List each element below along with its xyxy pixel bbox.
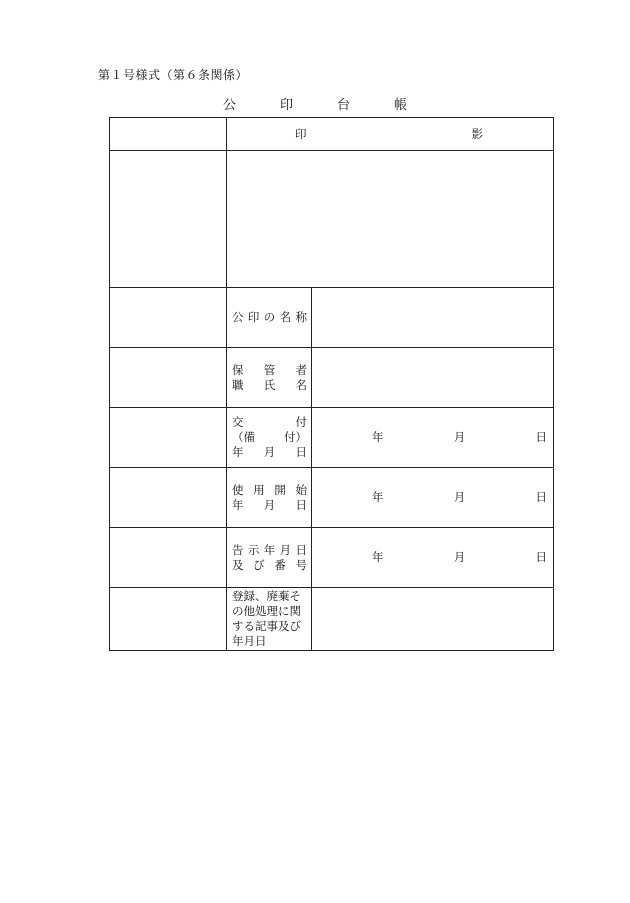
left-blank-cell (110, 348, 227, 408)
start-date-value[interactable] (312, 468, 554, 528)
month-unit: 月 (453, 550, 466, 564)
month-unit: 月 (453, 490, 466, 504)
issue-date-label: 交 付 （備 付） 年 月 日 (227, 408, 312, 468)
notice-value[interactable] (312, 528, 554, 588)
seal-name-value[interactable] (312, 288, 554, 348)
left-blank-cell (110, 528, 227, 588)
form-title (0, 94, 630, 113)
day-unit: 日 (535, 430, 547, 444)
left-blank-cell (110, 151, 227, 288)
title-char: 公 (222, 98, 236, 113)
blank-header-cell (110, 118, 227, 151)
left-blank-cell (110, 408, 227, 468)
custodian-label: 保 管 者 職 氏 名 (227, 348, 312, 408)
title-char: 帳 (394, 98, 408, 113)
left-blank-cell (110, 468, 227, 528)
notice-row (110, 528, 554, 588)
imprint-header-char: 影 (471, 126, 483, 141)
seal-name-label: 公 印 の 名 称 (227, 288, 312, 348)
year-unit: 年 (372, 550, 384, 564)
table-header-row (110, 118, 554, 151)
month-unit: 月 (453, 430, 466, 444)
imprint-header-cell (227, 118, 554, 151)
notice-label: 告 示 年 月 日 及 び 番 号 (227, 528, 312, 588)
year-unit: 年 (372, 430, 384, 444)
disposal-value[interactable] (312, 588, 554, 651)
custodian-row (110, 348, 554, 408)
seal-ledger-table (109, 117, 554, 651)
imprint-area[interactable] (227, 151, 554, 288)
title-char: 印 (279, 98, 293, 113)
disposal-label: 登録、廃棄その他処理に関する記事及び年月日 (227, 588, 312, 651)
disposal-row (110, 588, 554, 651)
year-unit: 年 (372, 490, 384, 504)
start-date-row (110, 468, 554, 528)
start-date-label: 使 用 開 始 年 月 日 (227, 468, 312, 528)
imprint-header-char: 印 (295, 126, 307, 141)
custodian-value[interactable] (312, 348, 554, 408)
day-unit: 日 (535, 490, 547, 504)
form-number: 第１号様式（第６条関係） (98, 68, 249, 82)
imprint-row (110, 151, 554, 288)
day-unit: 日 (535, 550, 547, 564)
seal-name-row (110, 288, 554, 348)
issue-date-row (110, 408, 554, 468)
left-blank-cell (110, 588, 227, 651)
title-char: 台 (337, 98, 351, 113)
issue-date-value[interactable] (312, 408, 554, 468)
left-blank-cell (110, 288, 227, 348)
